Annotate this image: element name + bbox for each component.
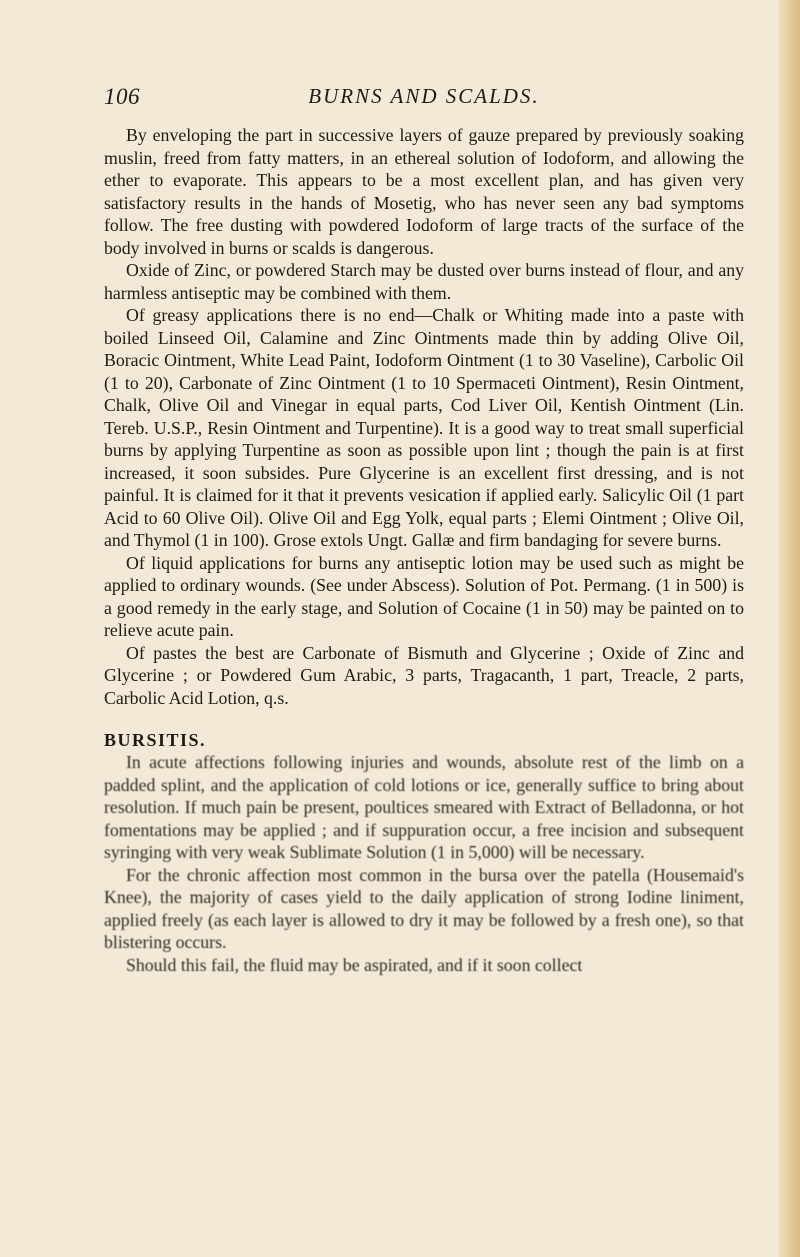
bursitis-section xyxy=(104,751,744,976)
page-edge xyxy=(778,0,800,1257)
paragraph-chronic-bursitis: For the chronic affection most common in the bursa over the patella (Housemaid's Knee), the majority of cases yield to the daily application of strong Iodine liniment, applied freely (as each layer is allowed to dry it may be followed by a fresh one), so that blistering occurs. xyxy=(104,864,744,952)
paragraph-iodoform-gauze: By enveloping the part in successive layers of gauze prepared by previously soaking muslin, freed from fatty matters, in an ethereal solution of Iodoform, and allowing the ether to evaporate. This appears to be a most excellent plan, and has given very satisfactory results in the hands of Mosetig, who has never seen any bad symptoms follow. The free dusting with powdered Iodoform of large tracts of the surface of the body involved in burns or scalds is dangerous. xyxy=(104,125,744,258)
section-heading-bursitis: BURSITIS. xyxy=(104,730,207,750)
paragraph-acute-bursitis: In acute affections following injuries and wounds, absolute rest of the limb on a padded splint, and the application of cold lotions or ice, generally suffice to bring about resolution. If much pain be present, poultices smeared with Extract of Belladonna, or hot fomentations may be applied ; and if suppuration occur, a free incision and subsequent syringing with very weak Sublimate Solution (1 in 5,000) will be necessary. xyxy=(104,752,744,862)
page-header xyxy=(104,84,744,110)
paragraph-aspiration: Should this fail, the fluid may be aspirated, and if it soon collect xyxy=(126,954,583,975)
paragraph-pastes: Of pastes the best are Carbonate of Bismuth and Glycerine ; Oxide of Zinc and Glycerine ; or Powdered Gum Arabic, 3 parts, Tragacanth, 1 part, Treacle, 2 parts, Carbolic Acid Lotion, q.s. xyxy=(104,642,744,708)
page-number: 106 xyxy=(104,84,140,109)
running-head: BURNS AND SCALDS. xyxy=(308,84,540,108)
paragraph-liquid-applications: Of liquid applications for burns any antiseptic lotion may be used such as might be applied to ordinary wounds. (See under Abscess). Solution of Pot. Permang. (1 in 500) is a good remedy in the early stage, and Solution of Cocaine (1 in 50) may be painted on to relieve acute pain. xyxy=(104,552,744,640)
paragraph-greasy-applications: Of greasy applications there is no end—Chalk or Whiting made into a paste with boiled Linseed Oil, Calamine and Zinc Ointments made thin by adding Olive Oil, Boracic Ointment, White Lead Paint, Iodoform Ointment (1 to 30 Vaseline), Carbolic Oil (1 to 20), Carbonate of Zinc Ointment (1 to 10 Spermaceti Ointment), Resin Ointment, Chalk, Olive Oil and Vinegar in equal parts, Cod Liver Oil, Kentish Ointment (Lin. Tereb. U.S.P., Resin Ointment and Turpentine). It is a good way to treat small superficial burns by applying Turpentine as soon as possible upon lint ; though the pain is at first increased, it soon subsides. Pure Glycerine is an excellent first dressing, and is not painful. It is claimed for it that it prevents vesication if applied early. Salicylic Oil (1 part Acid to 60 Olive Oil). Olive Oil and Egg Yolk, equal parts ; Elemi Ointment ; Olive Oil, and Thymol (1 in 100). Grose extols Ungt. Gallæ and firm bandaging for severe burns. xyxy=(104,305,744,550)
paragraph-oxide-of-zinc: Oxide of Zinc, or powdered Starch may be dusted over burns instead of flour, and any harmless antiseptic may be combined with them. xyxy=(104,260,744,303)
page-body xyxy=(104,124,744,976)
